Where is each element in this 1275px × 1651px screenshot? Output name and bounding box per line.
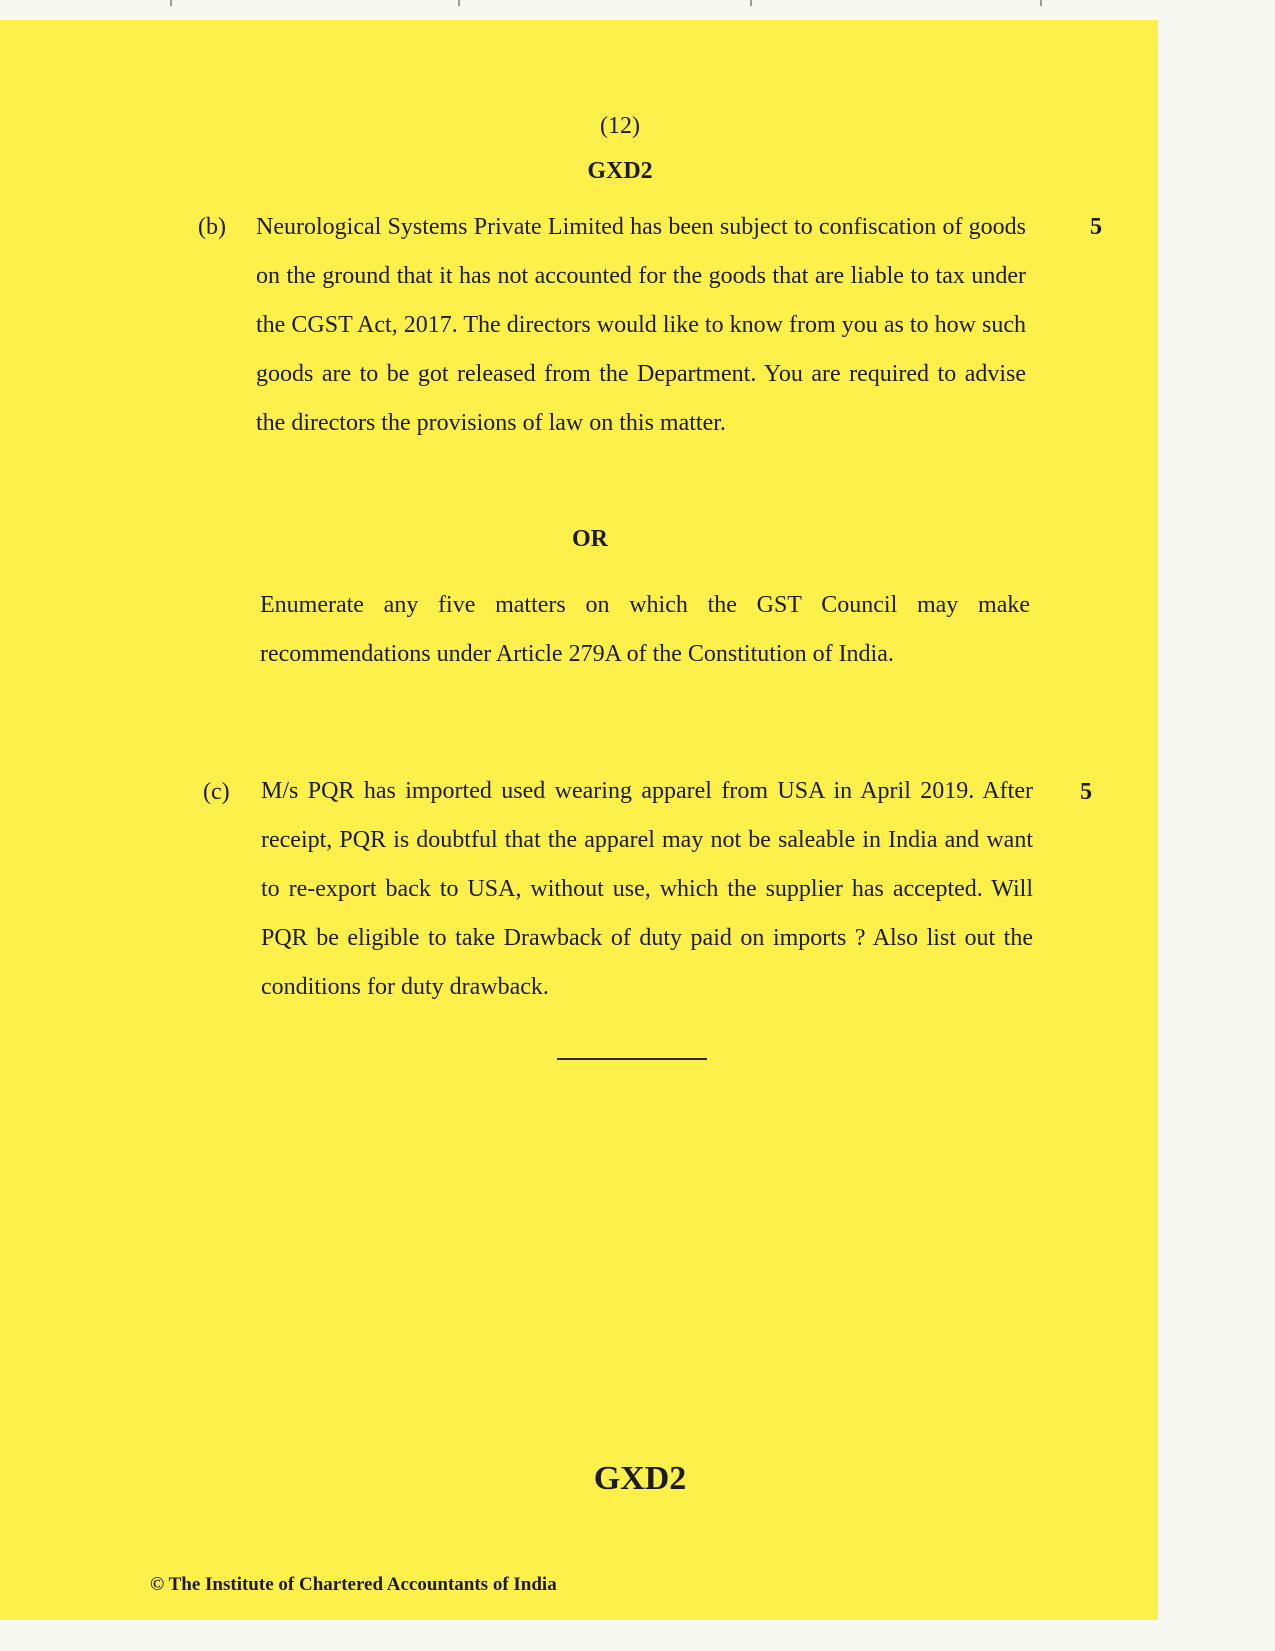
paper-code-footer: GXD2: [593, 1460, 687, 1497]
scan-mark: [1040, 0, 1042, 6]
marks: 5: [1080, 779, 1092, 805]
scan-mark: [170, 0, 172, 6]
scan-mark: [458, 0, 460, 6]
page-number: (12): [600, 113, 640, 139]
question-text: Neurological Systems Private Limited has been subject to confiscation of goods on the ground that it has not accounted for the goods that are liable to tax under the CGST Act, 2017. The directors would like to know from you as to how such goods are to be got released from the Department. You are required to advise the directors the provisions of law on this matter.: [256, 214, 1026, 436]
marks: 5: [1090, 214, 1102, 240]
question-label: (c): [203, 779, 230, 805]
copyright-notice: © The Institute of Chartered Accountants of India: [150, 1574, 557, 1595]
or-separator: OR: [572, 526, 608, 552]
question-text: M/s PQR has imported used wearing apparel from USA in April 2019. After receipt, PQR is doubtful that the apparel may not be saleable in India and want to re-export back to USA, without use, which the supplier has accepted. Will PQR be eligible to take Drawback of duty paid on imports ? Also list out the conditions for duty drawback.: [261, 778, 1033, 1000]
alternative-question-text: Enumerate any five matters on which the GST Council may make recommendations under Article 279A of the Constitution of India.: [260, 592, 1030, 667]
question-label: (b): [198, 214, 226, 240]
scan-mark: [750, 0, 752, 6]
paper-code-header: GXD2: [587, 158, 653, 184]
end-rule: [557, 1058, 707, 1060]
